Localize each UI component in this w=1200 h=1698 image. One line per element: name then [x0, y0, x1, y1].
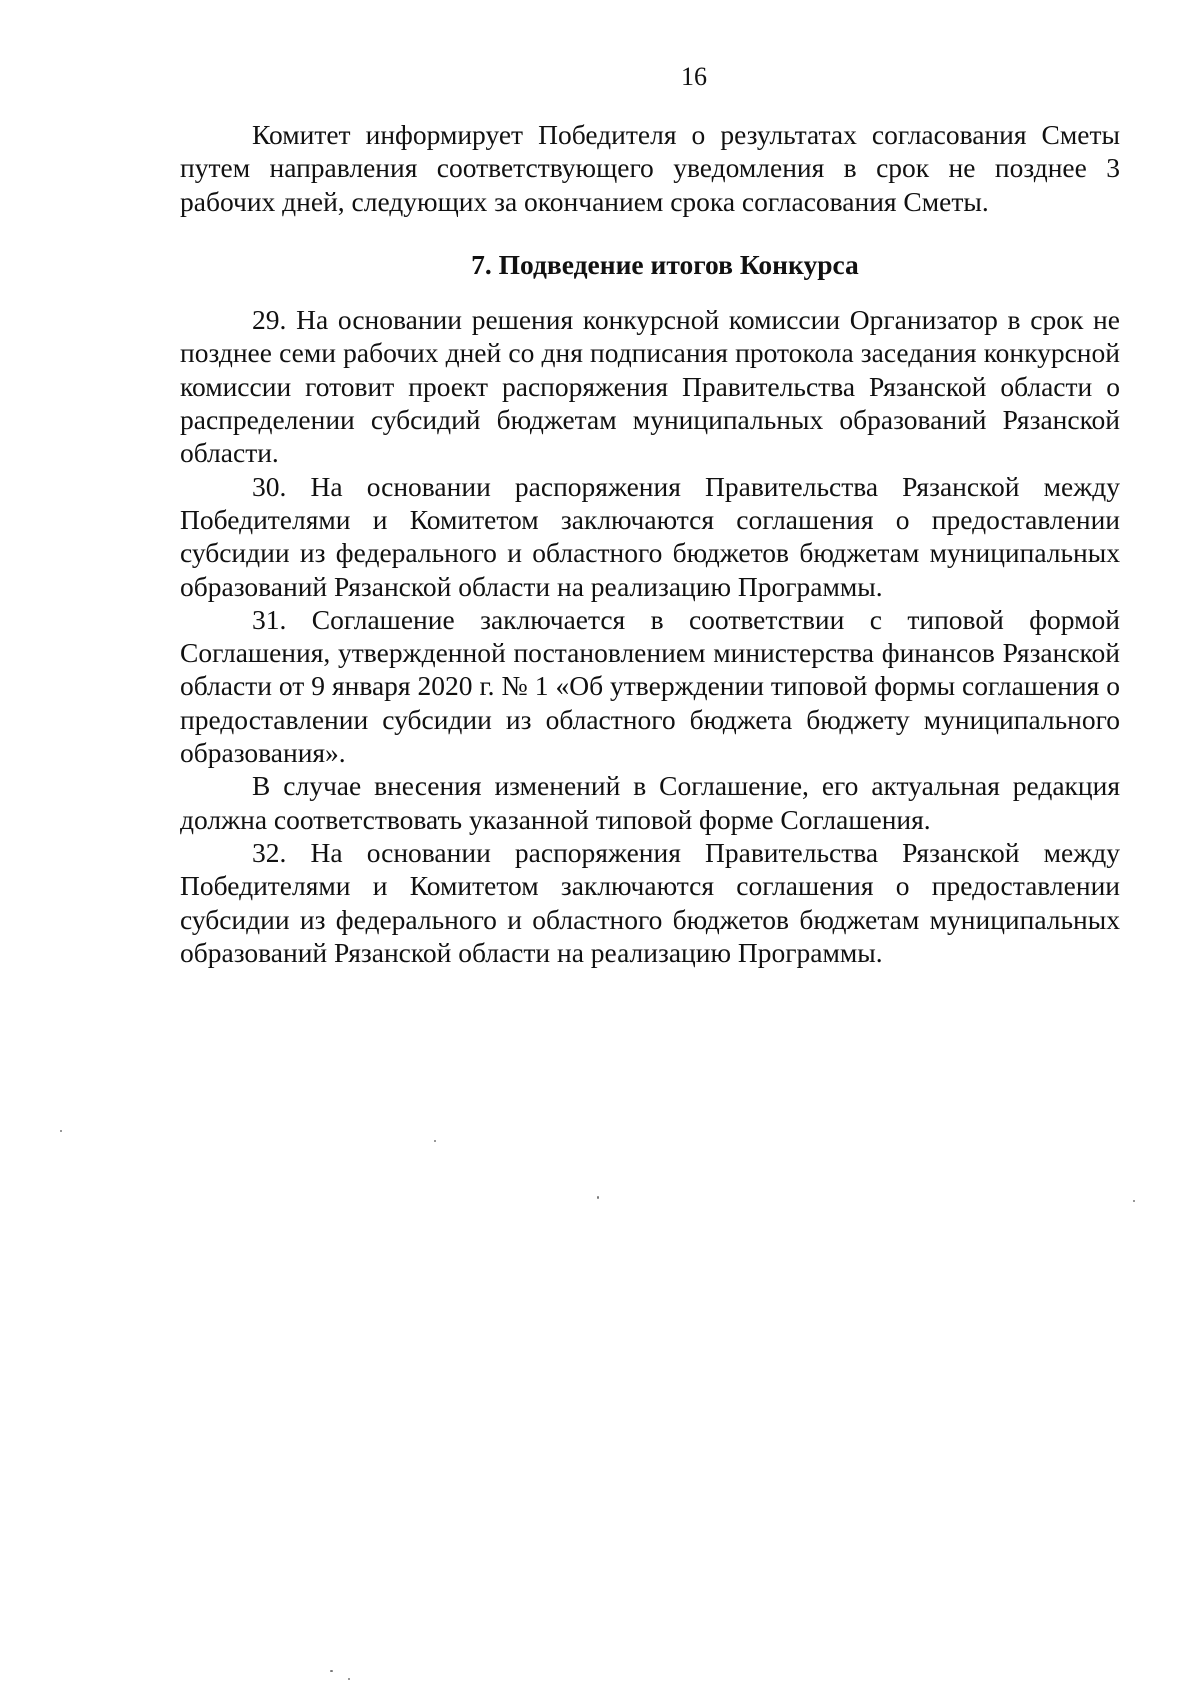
scan-speck	[348, 1678, 350, 1680]
scan-speck	[597, 1196, 599, 1199]
intro-paragraph: Комитет информирует Победителя о результатах согласования Сметы путем направления соответствующего уведомления в срок не позднее 3 рабочих дней, следующих за окончанием срока согласования Сметы.	[180, 119, 1120, 217]
paragraph-29: 29. На основании решения конкурсной комиссии Организатор в срок не позднее семи рабочих дней со дня подписания протокола заседания конкурсной комиссии готовит проект распоряжения Правительства Рязанской области о распределении субсидий бюджетам муниципальных образований Рязанской области.	[180, 304, 1120, 469]
section-heading: 7. Подведение итогов Конкурса	[471, 248, 859, 280]
document-body	[180, 118, 1120, 969]
scan-speck	[434, 1140, 436, 1142]
scan-speck	[330, 1670, 333, 1672]
scan-speck	[1133, 1200, 1135, 1202]
paragraph-32: 32. На основании распоряжения Правительства Рязанской между Победителями и Комитетом заключаются соглашения о предоставлении субсидии из федерального и областного бюджетов бюджетам муниципальных образований Рязанской области на реализацию Программы.	[180, 836, 1120, 968]
scan-speck	[60, 1130, 62, 1132]
paragraph-30: 30. На основании распоряжения Правительства Рязанской между Победителями и Комитетом заключаются соглашения о предоставлении субсидии из федерального и областного бюджетов бюджетам муниципальных образований Рязанской области на реализацию Программы.	[180, 470, 1120, 602]
page-number: 16	[681, 62, 707, 91]
paragraph-31-amendment: В случае внесения изменений в Соглашение, его актуальная редакция должна соответствовать указанной типовой форме Соглашения.	[180, 770, 1120, 835]
paragraph-31: 31. Соглашение заключается в соответствии с типовой формой Соглашения, утвержденной постановлением министерства финансов Рязанской области от 9 января 2020 г. № 1 «Об утверждении типовой формы соглашения о предоставлении субсидии из областного бюджета бюджету муниципального образования».	[180, 603, 1120, 769]
